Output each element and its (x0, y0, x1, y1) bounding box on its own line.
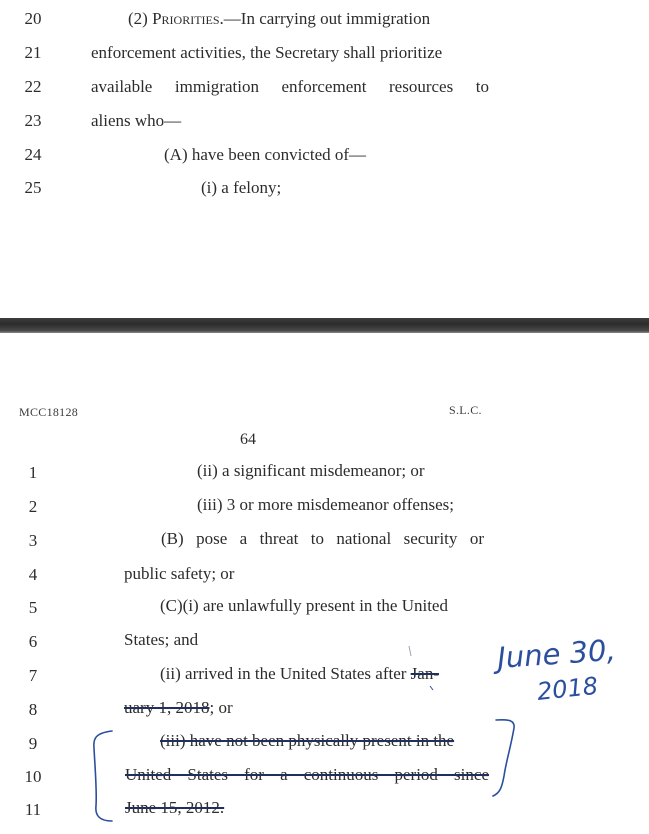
line-number: 9 (28, 734, 38, 753)
line-number: 8 (28, 700, 38, 719)
line-number: 21 (24, 43, 42, 62)
struck-text: (iii) have not been physically present in the (160, 731, 455, 750)
line-number: 5 (28, 598, 38, 617)
line-number: 7 (28, 666, 38, 685)
line-text: public safety; or (124, 564, 235, 583)
struck-text: uary 1, 2018 (124, 698, 210, 717)
line-text: —In carrying out immigration (223, 9, 431, 28)
line-number: 3 (28, 531, 38, 550)
page-number: 64 (240, 431, 256, 448)
line-number: 20 (24, 9, 42, 28)
page-divider (0, 318, 649, 333)
line-number: 11 (24, 800, 42, 819)
line-number: 10 (24, 767, 42, 786)
line-number: 6 (28, 632, 38, 651)
line-number: 24 (24, 145, 42, 164)
line-text: available immigration enforcement resources to (91, 77, 489, 96)
line-number: 25 (24, 178, 42, 197)
handwritten-date-line1: June 30, (496, 632, 617, 675)
line-text: (ii) a significant misdemeanor; or (197, 461, 425, 480)
line-text: States; and (124, 630, 199, 649)
bill-page-bottom (0, 333, 649, 834)
line-text: aliens who— (91, 111, 182, 130)
line-number: 23 (24, 111, 42, 130)
bill-line (128, 9, 430, 29)
line-number: 2 (28, 497, 38, 516)
line-text: (C)(i) are unlawfully present in the United (160, 596, 448, 615)
office-label: S.L.C. (449, 403, 482, 417)
line-text: (ii) arrived in the United States after (160, 664, 411, 683)
line-number: 4 (28, 565, 38, 584)
bill-line (124, 698, 233, 718)
document-id: MCC18128 (19, 405, 79, 419)
line-text: (A) have been convicted of— (164, 145, 367, 164)
line-text: (iii) 3 or more misdemeanor offenses; (197, 495, 454, 514)
bill-line (160, 664, 439, 684)
line-text: enforcement activities, the Secretary shall prioritize (91, 43, 443, 62)
struck-text: Jan- (410, 664, 439, 683)
paragraph-heading: (2) Priorities. (128, 9, 224, 28)
line-text: ; or (209, 698, 233, 717)
line-number: 1 (28, 463, 38, 482)
line-text: (i) a felony; (201, 178, 282, 197)
line-text: (B) pose a threat to national security or (161, 529, 484, 548)
handwritten-date-line2: 2018 (535, 671, 600, 706)
line-number: 22 (24, 77, 42, 96)
struck-text: June 15, 2012. (125, 798, 225, 817)
struck-text: United States for a continuous period since (125, 765, 489, 784)
bill-page-top (0, 0, 649, 318)
